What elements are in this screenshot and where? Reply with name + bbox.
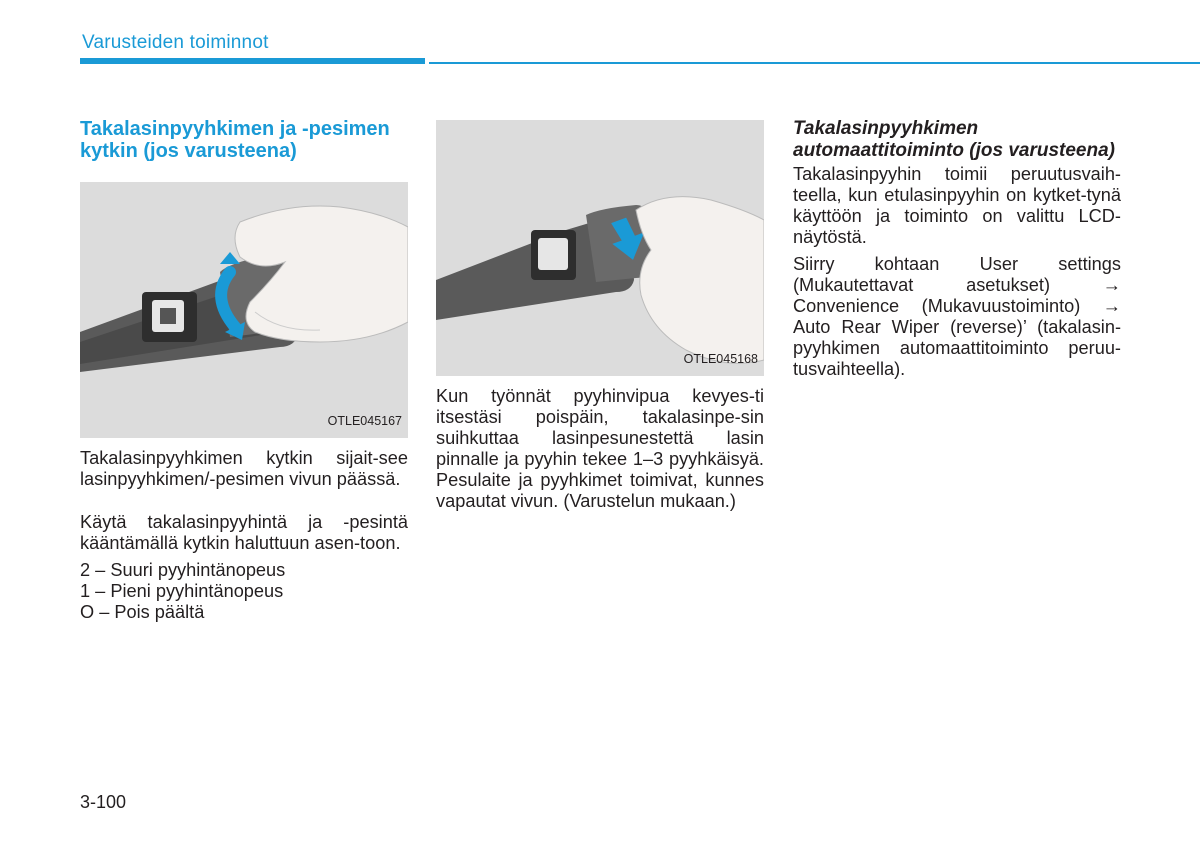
figure-code: OTLE045168 (683, 352, 758, 366)
figure-washer-push (436, 120, 764, 376)
middle-column (436, 120, 764, 512)
subsection-heading-auto-rear-wiper: Takalasinpyyhkimen automaattitoiminto (jos varusteena) (793, 118, 1115, 161)
left-column (80, 118, 408, 623)
section-heading-rear-wiper-switch: Takalasinpyyhkimen ja -pesimen kytkin (jos varusteena) (80, 118, 390, 162)
paragraph: Siirry kohtaan User settings (Mukautettavat asetukset) → Convenience (Mukavuustoiminto) → Auto Rear Wiper (reverse)’ (takalasin-pyyhkimen automaattitoiminto peruu-tusvaihteella). (793, 254, 1121, 379)
page-number: 3-100 (80, 792, 127, 812)
right-column (793, 118, 1121, 380)
wiper-lever-push-illustration (436, 120, 764, 376)
figure-code: OTLE045167 (327, 414, 402, 428)
paragraph: Takalasinpyyhkimen kytkin sijait-see lasinpyyhkimen/-pesimen vivun päässä. (80, 448, 408, 489)
header-rule-thin (429, 62, 1200, 64)
paragraph: Takalasinpyyhin toimii peruutusvaih-teella, kun etulasinpyyhin on kytket-tynä käyttöön ja toiminto on valittu LCD-näytöstä. (793, 164, 1121, 247)
list-item: 2 – Suuri pyyhintänopeus (80, 560, 286, 580)
list-item: O – Pois päältä (80, 602, 205, 622)
header-rule-thick (80, 58, 425, 64)
header-title: Varusteiden toiminnot (82, 32, 269, 53)
list-item: 1 – Pieni pyyhintänopeus (80, 581, 284, 601)
paragraph: Kun työnnät pyyhinvipua kevyes-ti itsestäsi poispäin, takalasinpe-sin suihkuttaa lasinpesunestettä lasin pinnalle ja pyyhin tekee 1–3 pyyhkäisyä. Pesulaite ja pyyhkimet toimivat, kunnes vapautat vivun. (Varustelun mukaan.) (436, 386, 764, 511)
paragraph: Käytä takalasinpyyhintä ja -pesintä kääntämällä kytkin haluttuun asen-toon. (80, 512, 408, 553)
wiper-lever-rotate-illustration (80, 182, 408, 438)
figure-rear-wiper-switch (80, 182, 408, 438)
